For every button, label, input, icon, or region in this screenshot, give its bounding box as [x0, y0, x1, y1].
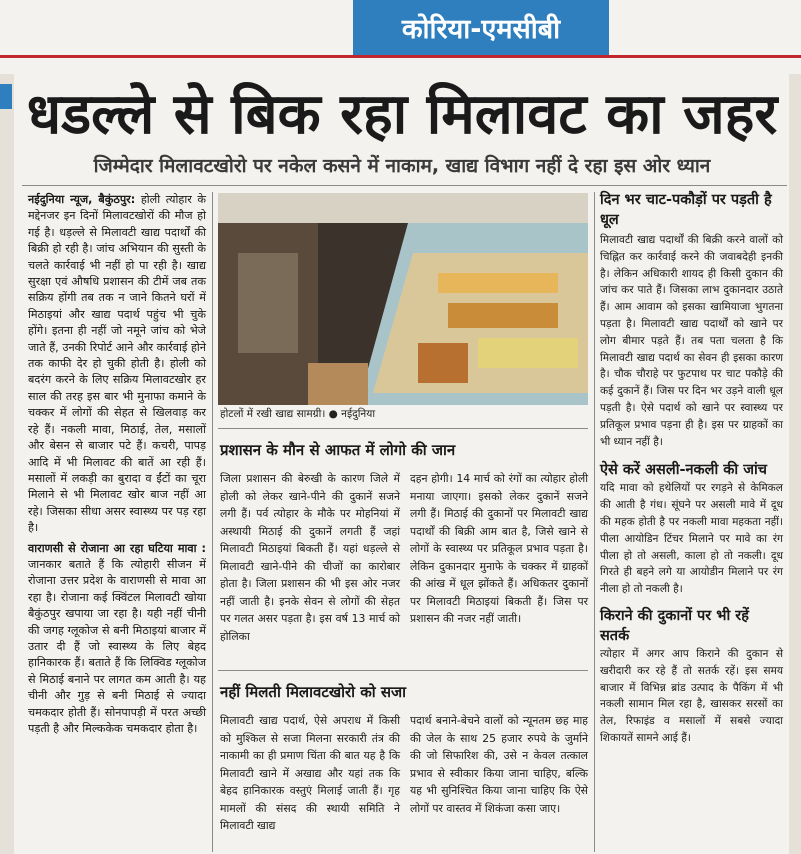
column-rule-right [594, 192, 595, 852]
subhead-divider [22, 185, 787, 186]
right-body-3: त्योहार में अगर आप किराने की दुकान से खरीदारी कर रहे हैं तो सतर्क रहें। इस समय बाजार में विभिन्न ब्रांड उत्पाद के पैकिंग में भी नकली सामान मिल रहा है, खासकर सरसों का तेल, रिफाइंड व मसालों में सबसे ज्यादा शिकायतें सामने आई हैं। [600, 647, 783, 744]
section1-col2: दहन होगी। 14 मार्च को रंगों का त्योहार होली मनाया जाएगा। इसको लेकर दुकानें सजने लगी हैं। मिठाई की दुकानों पर मिलावटी खाद्य पदार्थों की बिक्री आम बात है, जिसे खाने से लोगों के स्वास्थ्य पर प्रतिकूल प्रभाव पड़ता है। लेकिन दुकानदार मुनाफे के चक्कर में ग्राहकों की आंख में धूल झोंकते हैं। अधिकतर दुकानों पर मिलावटी मिठाइयां बिकती हैं। जिस पर प्रशासन की नजर नहीं जाती। [410, 472, 588, 625]
right-head-2: ऐसे करें असली-नकली की जांच [600, 462, 767, 479]
subheadline: जिम्मेदार मिलावटखोरो पर नकेल कसने में नाकाम, खाद्य विभाग नहीं दे रहा इस ओर ध्यान [93, 155, 711, 177]
dateline: नईदुनिया न्यूज, बैकुंठपुर: [28, 193, 136, 206]
right-body-2: यदि मावा को हथेलियों पर रगड़ने से केमिकल की आती है गंध। सूंघने पर असली मावे में दूध की महक होती है पर नकली मावा महकता नहीं। पीला आयोडिन टिंचर मिलाने पर मावे का रंग पीला हो तो असली, काला हो तो नकली। दूध गिरते ही बहने लगे या आयोडीन मिलाने पर रंग नीला हो तो नकली है। [600, 482, 783, 596]
headline: धडल्ले से बिक रहा मिलावट का जहर [26, 82, 778, 147]
section2-col1: मिलावटी खाद्य पदार्थ, ऐसे अपराध में किसी को मुश्किल से सजा मिलना सरकारी तंत्र की नाकामी का ही प्रमाण चिंता की बात यह है कि मिलावटी खाने में अखाद्य और यहां तक कि बेहद हानिकारक वस्तुएं मिलाई जाती हैं। गृह मामलों की संसद की स्थायी समिति ने मिलावटी खाद्य [220, 714, 400, 832]
right-body-1: मिलावटी खाद्य पदार्थों की बिक्री करने वालों को चिह्नित कर कार्रवाई करने की जवाबदेही इनकी है। लेकिन अधिकारी शायद ही किसी दुकान की जांच कर पाते हैं। जिसका लाभ दुकानदार उठाते हैं। आम आवाम को इसका खामियाजा भुगतना पड़ता है। मिलावटी खाद्य पदार्थों को खाने पर लोग बीमार पड़ते हैं। तब पता चलता है कि मिलावटी खाद्य पदार्थ का सेवन ही इसका कारण है। चौक चौराहे पर फुटपाथ पर चाट पकौड़े की कई दुकानें हैं। जिस पर दिन भर उड़ने वाली धूल पड़ती है। ऐसे पदार्थ को खाने पर स्वास्थ्य पर प्रतिकूल प्रभाव पड़ना ही है। इस पर ग्राहकों का भी ध्यान नहीं है। [600, 234, 783, 448]
adjacent-page-left [0, 74, 14, 854]
adjacent-page-right [789, 74, 801, 854]
left-body-2: जानकार बताते हैं कि त्योहारी सीजन में रोजाना उत्तर प्रदेश के वाराणसी से मावा आ रहा है। रोजाना कई क्विंटल मिलावटी खोया बैकुंठपुर खपाया जा रहा है। यही नहीं चीनी की जगह ग्लूकोज से बनी मिठाइयां बाजार में उतार दी हैं जो स्वास्थ्य के लिए बेहद हानिकारक हैं। बताते हैं कि लिक्विड ग्लूकोज से मिठाई बनाने पर लागत कम आती है। यह चीनी और गुड़ से बनी मिठाई से ज्यादा चमकदार होती हैं। सोनपापड़ी में परत अच्छी पड़ती है और मिल्ककेक चमकदार होता है। [28, 557, 206, 735]
section-tag: कोरिया-एमसीबी [353, 0, 609, 55]
header-rule [0, 55, 801, 58]
photo-caption: होटलों में रखी खाद्य सामग्री। ● नईदुनिया [220, 408, 376, 420]
left-column [28, 192, 206, 737]
section1-rule [218, 428, 588, 429]
right-head-1: दिन भर चाट-पकौड़ों पर पड़ती है धूल [600, 192, 772, 228]
section1-title: प्रशासन के मौन से आफत में लोगो की जान [220, 441, 456, 459]
right-head-3: किराने की दुकानों पर भी रहें सतर्क [600, 607, 749, 644]
section1-col1: जिला प्रशासन की बेरुखी के कारण जिले में होली को लेकर खाने-पीने की दुकानें सजने लगी हैं। पर्व त्योहार के मौके पर मोहनियां में अस्थायी मिठाई की दुकानें लगती हैं जहां मिलावटी मिठाइयां बिकती हैं। यहां धड़ल्ले से मिलावटी खाने-पीने की चीजों का कारोबार होता है। जिला प्रशासन की भी इस ओर नजर नहीं जाती है। इनके सेवन से लोगों की सेहत पर गलत असर पड़ता है। इस वर्ष 13 मार्च को होलिका [220, 472, 400, 643]
blue-marker [0, 84, 12, 109]
sweet-shop-image [218, 193, 588, 405]
left-subhead: वाराणसी से रोजाना आ रहा घटिया मावा : [28, 541, 206, 555]
right-column [600, 190, 783, 747]
column-rule-left [212, 192, 213, 852]
left-body: होली त्योहार के मद्देनजर इन दिनों मिलावटखोरों की मौज हो गई है। धड़ल्ले से मिलावटी खाद्य पदार्थों की बिक्री हो रही है। जांच अभियान की सुस्ती के चलते कार्रवाई भी नहीं हो पा रही है। खाद्य सुरक्षा एवं औषधि प्रशासन की टीमें जब तक सक्रिय होंगी तब तक न जाने कितने घरों में मिठाइयां और खाद्य पदार्थ पहुंच भी चुके होंगे। इतना ही नहीं जो नमूने जांच को भेजे जाते हैं, उनकी रिपोर्ट आने और कार्रवाई होने तक काफी देर हो चुकी होती है। होली को बदरंग करने के लिए सक्रिय मिलावटखोर हर साल की तरह इस बार भी मुनाफा कमाने के चक्कर में लोगों की सेहत से खिलवाड़ कर रहे हैं। नकली मावा, मिठाई, तेल, मसालों और बेसन से बाजार पटे हैं। कचरी, पापड़ आदि में भी मिलावट की बातें आ रही हैं। मसालों में लकड़ी का बुरादा व ईंटों का चूरा मिलाने से भी मिलावट खोर बाज नहीं आ रहे। जिसका सीधा असर स्वास्थ्य पर पड़ रहा है। [28, 193, 206, 535]
shop-photo [218, 193, 588, 405]
section2-rule [218, 670, 588, 671]
section2-col2: पदार्थ बनाने-बेचने वालों को न्यूनतम छह माह की जेल के साथ 25 हजार रुपये के जुर्माने की जो सिफारिश की, उसे न केवल तत्काल प्रभाव से स्वीकार किया जाना चाहिए, बल्कि यह भी सुनिश्चित किया जाना चाहिए कि ऐसे लोगों पर वास्तव में शिकंजा कसा जाए। [410, 714, 588, 815]
section2-title: नहीं मिलती मिलावटखोरो को सजा [220, 683, 407, 701]
